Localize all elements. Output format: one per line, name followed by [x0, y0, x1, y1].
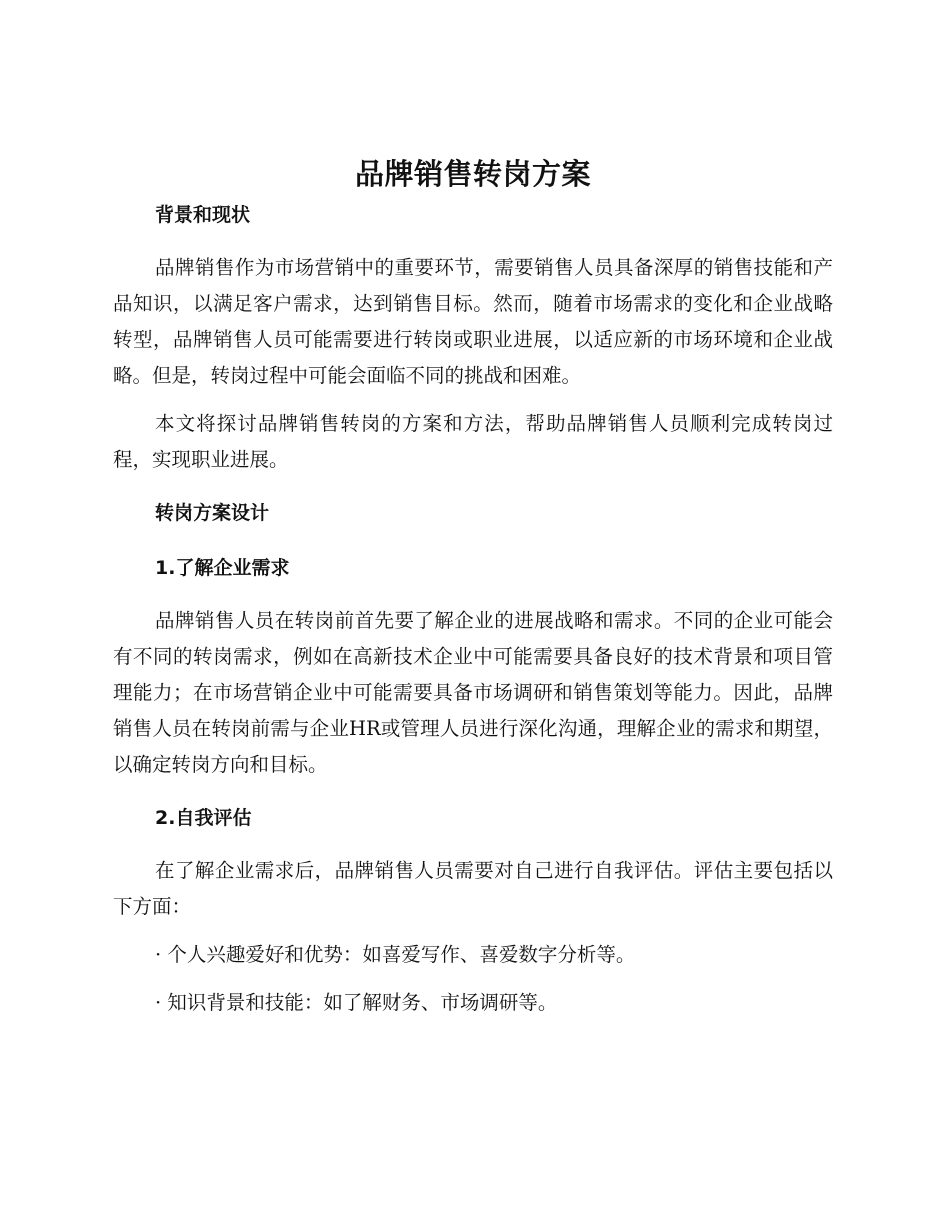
- paragraph: 本文将探讨品牌销售转岗的方案和方法，帮助品牌销售人员顺利完成转岗过程，实现职业进展。: [113, 412, 833, 471]
- section-heading-plan-design: 转岗方案设计: [155, 502, 270, 524]
- bullet-item: · 个人兴趣爱好和优势：如喜爱写作、喜爱数字分析等。: [155, 943, 636, 966]
- section-heading-background: 背景和现状: [155, 204, 251, 226]
- document-body: [113, 150, 833, 1021]
- section-heading-self-assessment: 2.自我评估: [155, 807, 252, 829]
- document-title: 品牌销售转岗方案: [354, 157, 591, 191]
- paragraph: 品牌销售人员在转岗前首先要了解企业的进展战略和需求。不同的企业可能会有不同的转岗需求，例如在高新技术企业中可能需要具备良好的技术背景和项目管理能力；在市场营销企业中可能需要具备市场调研和销售策划等能力。因此，品牌销售人员在转岗前需与企业HR或管理人员进行深化沟通，理解企业的需求和期望，以确定转岗方向和目标。: [113, 609, 833, 776]
- section-heading-understand-needs: 1.了解企业需求: [155, 557, 290, 579]
- paragraph: 在了解企业需求后，品牌销售人员需要对自己进行自我评估。评估主要包括以下方面：: [113, 859, 833, 918]
- bullet-item: · 知识背景和技能：如了解财务、市场调研等。: [155, 991, 558, 1014]
- paragraph: 品牌销售作为市场营销中的重要环节，需要销售人员具备深厚的销售技能和产品知识，以满足客户需求，达到销售目标。然而，随着市场需求的变化和企业战略转型，品牌销售人员可能需要进行转岗或职业进展，以适应新的市场环境和企业战略。但是，转岗过程中可能会面临不同的挑战和困难。: [113, 256, 833, 387]
